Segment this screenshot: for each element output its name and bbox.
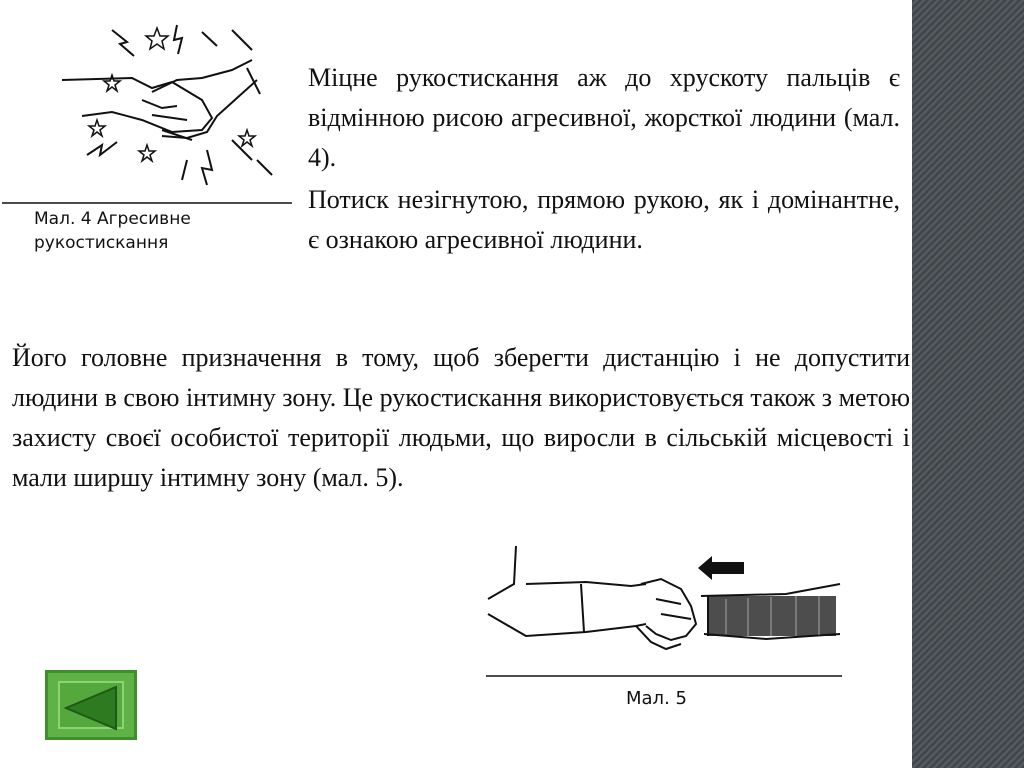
triangle-left-icon	[60, 683, 128, 733]
paragraph-firm-handshake: Міцне рукостискання аж до хрускоту пальців є відмінною рисою агресивної, жорсткої людини (мал. 4).	[308, 63, 900, 172]
paragraph-straight-arm: Потиск незігнутою, прямою рукою, як і домінантне, є ознакою агресивної людини.	[308, 185, 900, 254]
back-button[interactable]	[45, 670, 137, 740]
aggressive-handshake-illustration	[2, 20, 292, 205]
back-button-inner	[58, 681, 124, 729]
straight-arm-handshake-illustration	[486, 544, 842, 679]
paragraph-purpose: Його головне призначення в тому, щоб зберегти дистанцію і не допустити людини в свою інтимну зону. Це рукостискання використовується також з метою захисту своєї особистої території людьми, що виросли в сільській місцевості і мали ширшу інтимну зону (мал. 5).	[12, 343, 910, 492]
figure-4-caption: Мал. 4 Агресивне рукостискання	[34, 209, 191, 253]
decorative-sidebar	[912, 0, 1024, 768]
figure-5-caption: Мал. 5	[626, 688, 687, 709]
